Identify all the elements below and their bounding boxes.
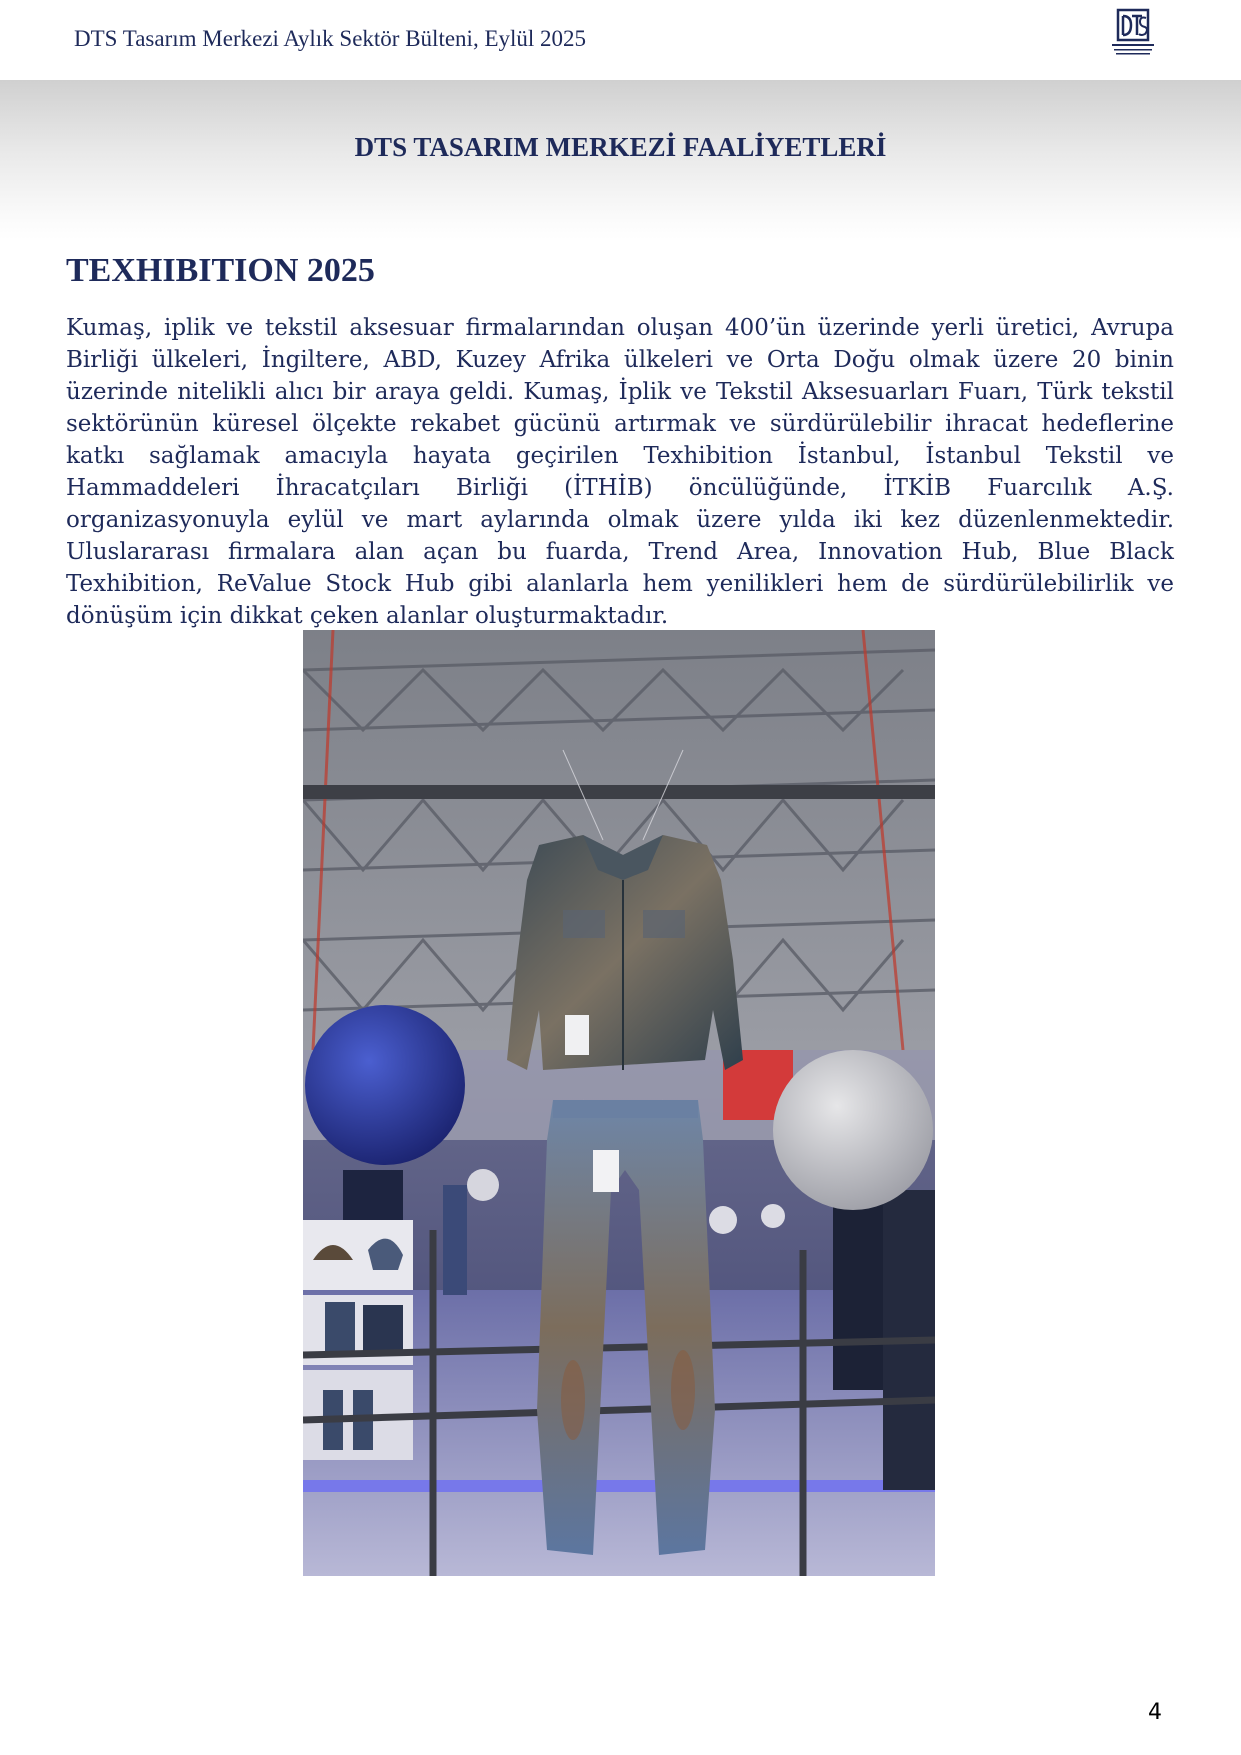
bulletin-title: DTS Tasarım Merkezi Aylık Sektör Bülteni, Eylül 2025: [74, 26, 587, 51]
article-body: Kumaş, iplik ve tekstil aksesuar firmalarından oluşan 400’ün üzerinde yerli üretici, Avrupa Birliği ülkeleri, İngiltere, ABD, Kuzey Afrika ülkeleri ve Orta Doğu olmak üzere 20 binin üzerinde nitelikli alıcı bir araya geldi. Kumaş, İplik ve Tekstil Aksesuarları Fuarı, Türk tekstil sektörünün küresel ölçekte rekabet gücünü artırmak ve sürdürülebilir ihracat hedeflerine katkı sağlamak amacıyla hayata geçirilen Texhibition İstanbul, İstanbul Tekstil ve Hammaddeleri İhracatçıları Birliği (İTHİB) öncülüğünde, İTKİB Fuarcılık A.Ş. organizasyonuyla eylül ve mart aylarında olmak üzere yılda iki kez düzenlenmektedir. Uluslararası firmalara alan açan bu fuarda, Trend Area, Innovation Hub, Blue Black Texhibition, ReValue Stock Hub gibi alanlarla hem yenilikleri hem de sürdürülebilirlik ve dönüşüm için dikkat çeken alanlar oluşturmaktadır.: [66, 315, 1174, 629]
article-title: TEXHIBITION 2025: [66, 252, 375, 289]
dts-logo-icon: [1108, 8, 1158, 56]
page-number: 4: [1148, 1700, 1162, 1725]
section-title: DTS TASARIM MERKEZİ FAALİYETLERİ: [354, 132, 887, 162]
denim-display-photo: [303, 630, 935, 1576]
page-header: [0, 0, 1241, 80]
